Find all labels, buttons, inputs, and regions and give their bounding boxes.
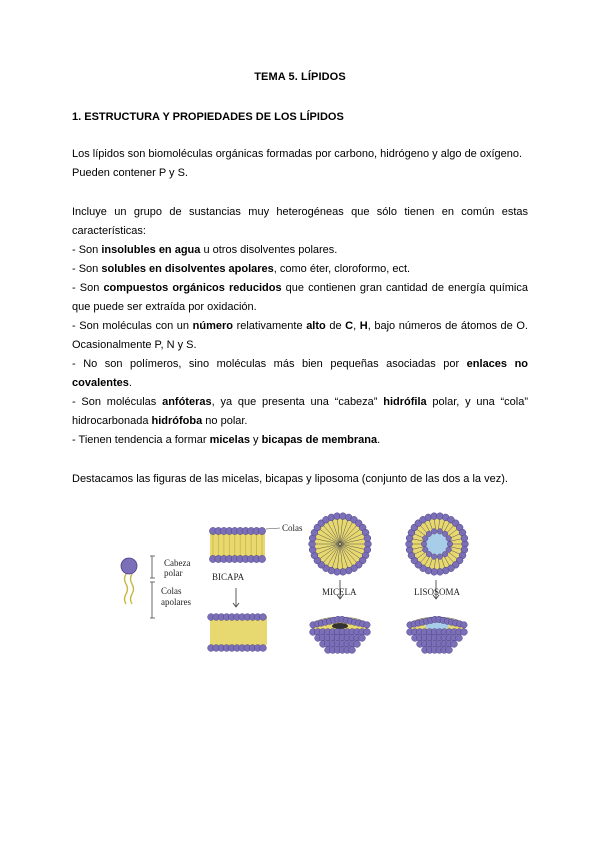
micelle-half-rim-head [364, 622, 370, 628]
list-item-atoms-cont: Ocasionalmente P, N y S. [72, 339, 197, 351]
bilayer-3d-core [210, 616, 267, 648]
section-heading: 1. ESTRUCTURA Y PROPIEDADES DE LOS LÍPIDOS [72, 111, 344, 123]
list-item-atoms: - Son moléculas con un número relativamente alto de C, H, bajo números de átomos de O. [72, 320, 528, 332]
group-line-1: Incluye un grupo de sustancias muy heterogéneas que sólo tienen en común estas [72, 206, 528, 218]
micelle-half-cut-center [332, 623, 348, 629]
label-micela: MICELA [322, 587, 357, 597]
list-item-polymers: - No son polímeros, sino moléculas más bien pequeñas asociadas por enlaces no [72, 358, 529, 370]
label-bicapa: BICAPA [212, 572, 245, 582]
liposome-inner-head [446, 536, 452, 542]
intro-line-2: Pueden contener P y S. [72, 167, 188, 179]
liposome-inner-head [426, 531, 432, 537]
list-item-polymers-cont: covalentes. [72, 377, 132, 389]
micelle-half-head [354, 641, 361, 648]
list-item-reduced: - Son compuestos orgánicos reducidos que contienen gran cantidad de energía química [72, 282, 528, 294]
intro-line-1: Los lípidos son biomoléculas orgánicas formadas por carbono, hidrógeno y algo de oxígeno. [72, 148, 523, 160]
list-item-amphoteric-cont: hidrocarbonada hidrófoba no polar. [72, 415, 248, 427]
group-line-2: características: [72, 225, 146, 237]
liposome-half-head [456, 635, 463, 642]
liposome-inner-head [431, 554, 437, 560]
liposome-inner-head [437, 529, 443, 535]
characteristics-list [72, 203, 528, 450]
label-head: Cabeza [164, 558, 191, 568]
bilayer-3d-head [260, 645, 267, 652]
label-tails: Colas [161, 586, 182, 596]
bracket-tails [150, 582, 155, 618]
micelle-half-head [364, 629, 371, 636]
liposome-inner-head [431, 529, 437, 535]
liposome-inner-head [437, 554, 443, 560]
liposome-head [461, 535, 468, 542]
intro-paragraph [72, 145, 528, 183]
liposome-inner-head [422, 547, 428, 553]
label-apolar: apolares [161, 597, 191, 607]
liposome-inner-head [442, 531, 448, 537]
liposome-inner-head [446, 547, 452, 553]
micelle-half-head [359, 635, 366, 642]
liposome-half-head [446, 647, 453, 654]
liposome-inner-head [442, 551, 448, 557]
micelle-head [364, 535, 371, 542]
bracket-head [150, 556, 155, 578]
list-item-amphoteric: - Son moléculas anfóteras, ya que presenta una “cabeza” hidrófila polar, y una “cola” [72, 396, 528, 408]
list-item-micelles: - Tienen tendencia a formar micelas y bicapas de membrana. [72, 434, 381, 446]
page-title: TEMA 5. LÍPIDOS [254, 71, 346, 83]
liposome-inner-head [421, 541, 427, 547]
micelle-half-head [349, 647, 356, 654]
closing-paragraph: Destacamos las figuras de las micelas, bicapas y liposoma (conjunto de las dos a la vez). [72, 473, 508, 485]
list-item-soluble: - Son solubles en disolventes apolares, como éter, cloroformo, ect. [72, 263, 411, 275]
phospholipid-tail [125, 574, 128, 604]
liposome-half-head [451, 641, 458, 648]
label-polar: polar [164, 568, 183, 578]
arrow-bicapa [233, 588, 239, 607]
liposome-inner-head [447, 541, 453, 547]
lipid-structures-figure [114, 508, 490, 668]
label-colas: Colas [282, 523, 303, 533]
list-item-reduced-cont: que puede ser extraída por oxidación. [72, 301, 257, 313]
list-item-insoluble: - Son insolubles en agua u otros disolventes polares. [72, 244, 338, 256]
liposome-inner-head [422, 536, 428, 542]
bilayer-head [258, 527, 265, 534]
phospholipid-tail [131, 574, 134, 604]
bilayer-3d-head [260, 614, 267, 621]
phospholipid-head [121, 558, 137, 574]
liposome-inner-head [426, 551, 432, 557]
colas-pointer [266, 528, 280, 529]
figure-drawing [121, 513, 468, 654]
liposome-half-rim-head [461, 622, 467, 628]
liposome-half-head [461, 629, 468, 636]
bilayer-head [258, 555, 265, 562]
label-liposoma: LISOSOMA [414, 587, 461, 597]
